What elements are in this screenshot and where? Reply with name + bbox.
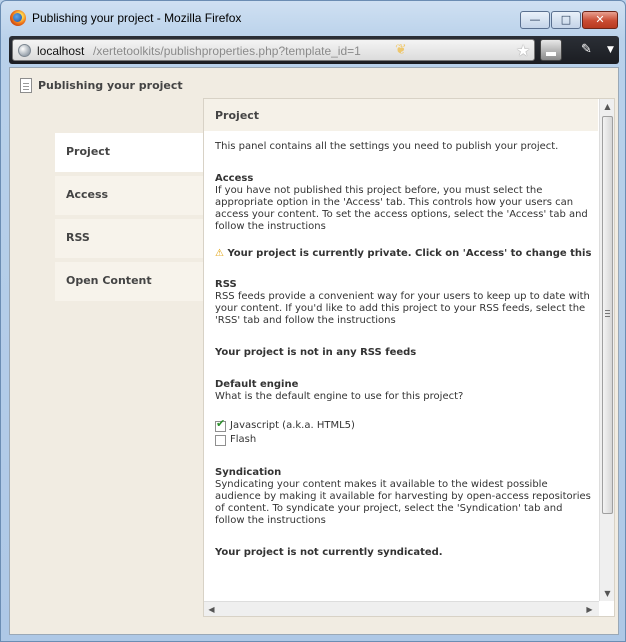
tab-project[interactable]: Project (55, 133, 204, 172)
flash-label: Flash (230, 434, 257, 445)
close-button[interactable]: ✕ (582, 11, 618, 29)
rss-status: Your project is not in any RSS feeds (215, 347, 417, 358)
engine-option-flash[interactable] (215, 433, 595, 447)
minimize-button[interactable]: — (520, 11, 550, 29)
page-title: Publishing your project (38, 79, 183, 92)
access-status (215, 246, 595, 261)
addon-icon[interactable]: ✎ (581, 42, 592, 57)
url-host: localhost (37, 44, 85, 58)
scroll-left-icon[interactable]: ◀ (208, 605, 215, 614)
javascript-label: Javascript (a.k.a. HTML5) (230, 420, 355, 431)
engine-option-javascript[interactable] (215, 419, 595, 433)
tab-list (55, 133, 203, 305)
globe-icon[interactable] (18, 44, 31, 57)
go-button[interactable] (540, 39, 562, 61)
intro-text: This panel contains all the settings you need to publish your project. (215, 141, 559, 152)
vertical-scrollbar[interactable] (599, 99, 614, 601)
page-content (9, 67, 619, 635)
engine-text: What is the default engine to use for this project? (215, 391, 464, 402)
document-icon (20, 78, 32, 93)
url-path: /xertetoolkits/publishproperties.php?template_id=1 (93, 44, 361, 58)
scroll-down-icon[interactable]: ▼ (604, 589, 611, 598)
javascript-checkbox[interactable] (215, 421, 226, 432)
scroll-up-icon[interactable]: ▲ (604, 102, 611, 111)
window-title: Publishing your project - Mozilla Firefox (32, 11, 242, 25)
chevron-down-icon[interactable]: ▼ (607, 45, 614, 55)
project-panel (203, 98, 615, 617)
maximize-button[interactable]: □ (551, 11, 581, 29)
navigation-bar (9, 36, 619, 64)
tab-open-content[interactable]: Open Content (55, 262, 203, 301)
engine-heading: Default engine (215, 379, 299, 390)
horizontal-scrollbar[interactable] (204, 601, 599, 616)
grip-icon (605, 310, 610, 317)
url-input[interactable] (12, 39, 535, 61)
panel-content (215, 141, 595, 559)
firefox-logo-icon (10, 10, 26, 26)
syndication-status: Your project is not currently syndicated. (215, 547, 443, 558)
flash-checkbox[interactable] (215, 435, 226, 446)
tab-access[interactable]: Access (55, 176, 203, 215)
scroll-right-icon[interactable]: ▶ (586, 605, 593, 614)
star-icon[interactable]: ★ (516, 41, 531, 60)
syndication-heading: Syndication (215, 467, 282, 478)
rss-text: RSS feeds provide a convenient way for your users to keep up to date with your content. If you'd like to add this project to your RSS feeds, select the 'RSS' tab and follow the instructions (215, 291, 590, 326)
access-heading: Access (215, 173, 254, 184)
warning-icon: ⚠ (215, 248, 224, 259)
scrollbar-thumb[interactable] (602, 116, 613, 514)
syndication-text: Syndicating your content makes it available to the widest possible audience by making it available for harvesting by open-access repositories of content. To syndicate your project, select the 'Syndication' tab and follow the instructions (215, 479, 591, 526)
rss-heading: RSS (215, 279, 237, 290)
access-status-text: Your project is currently private. Click on 'Access' to change this (227, 248, 592, 259)
access-text: If you have not published this project before, you must select the appropriate option in the 'Access' tab. This controls how your users can access your content. To set the access options, select the 'Access' tab and follow the instructions (215, 185, 588, 232)
tab-rss[interactable]: RSS (55, 219, 203, 258)
butterfly-icon: ❦ (395, 42, 407, 58)
panel-title: Project (204, 99, 598, 131)
title-bar (1, 1, 625, 35)
